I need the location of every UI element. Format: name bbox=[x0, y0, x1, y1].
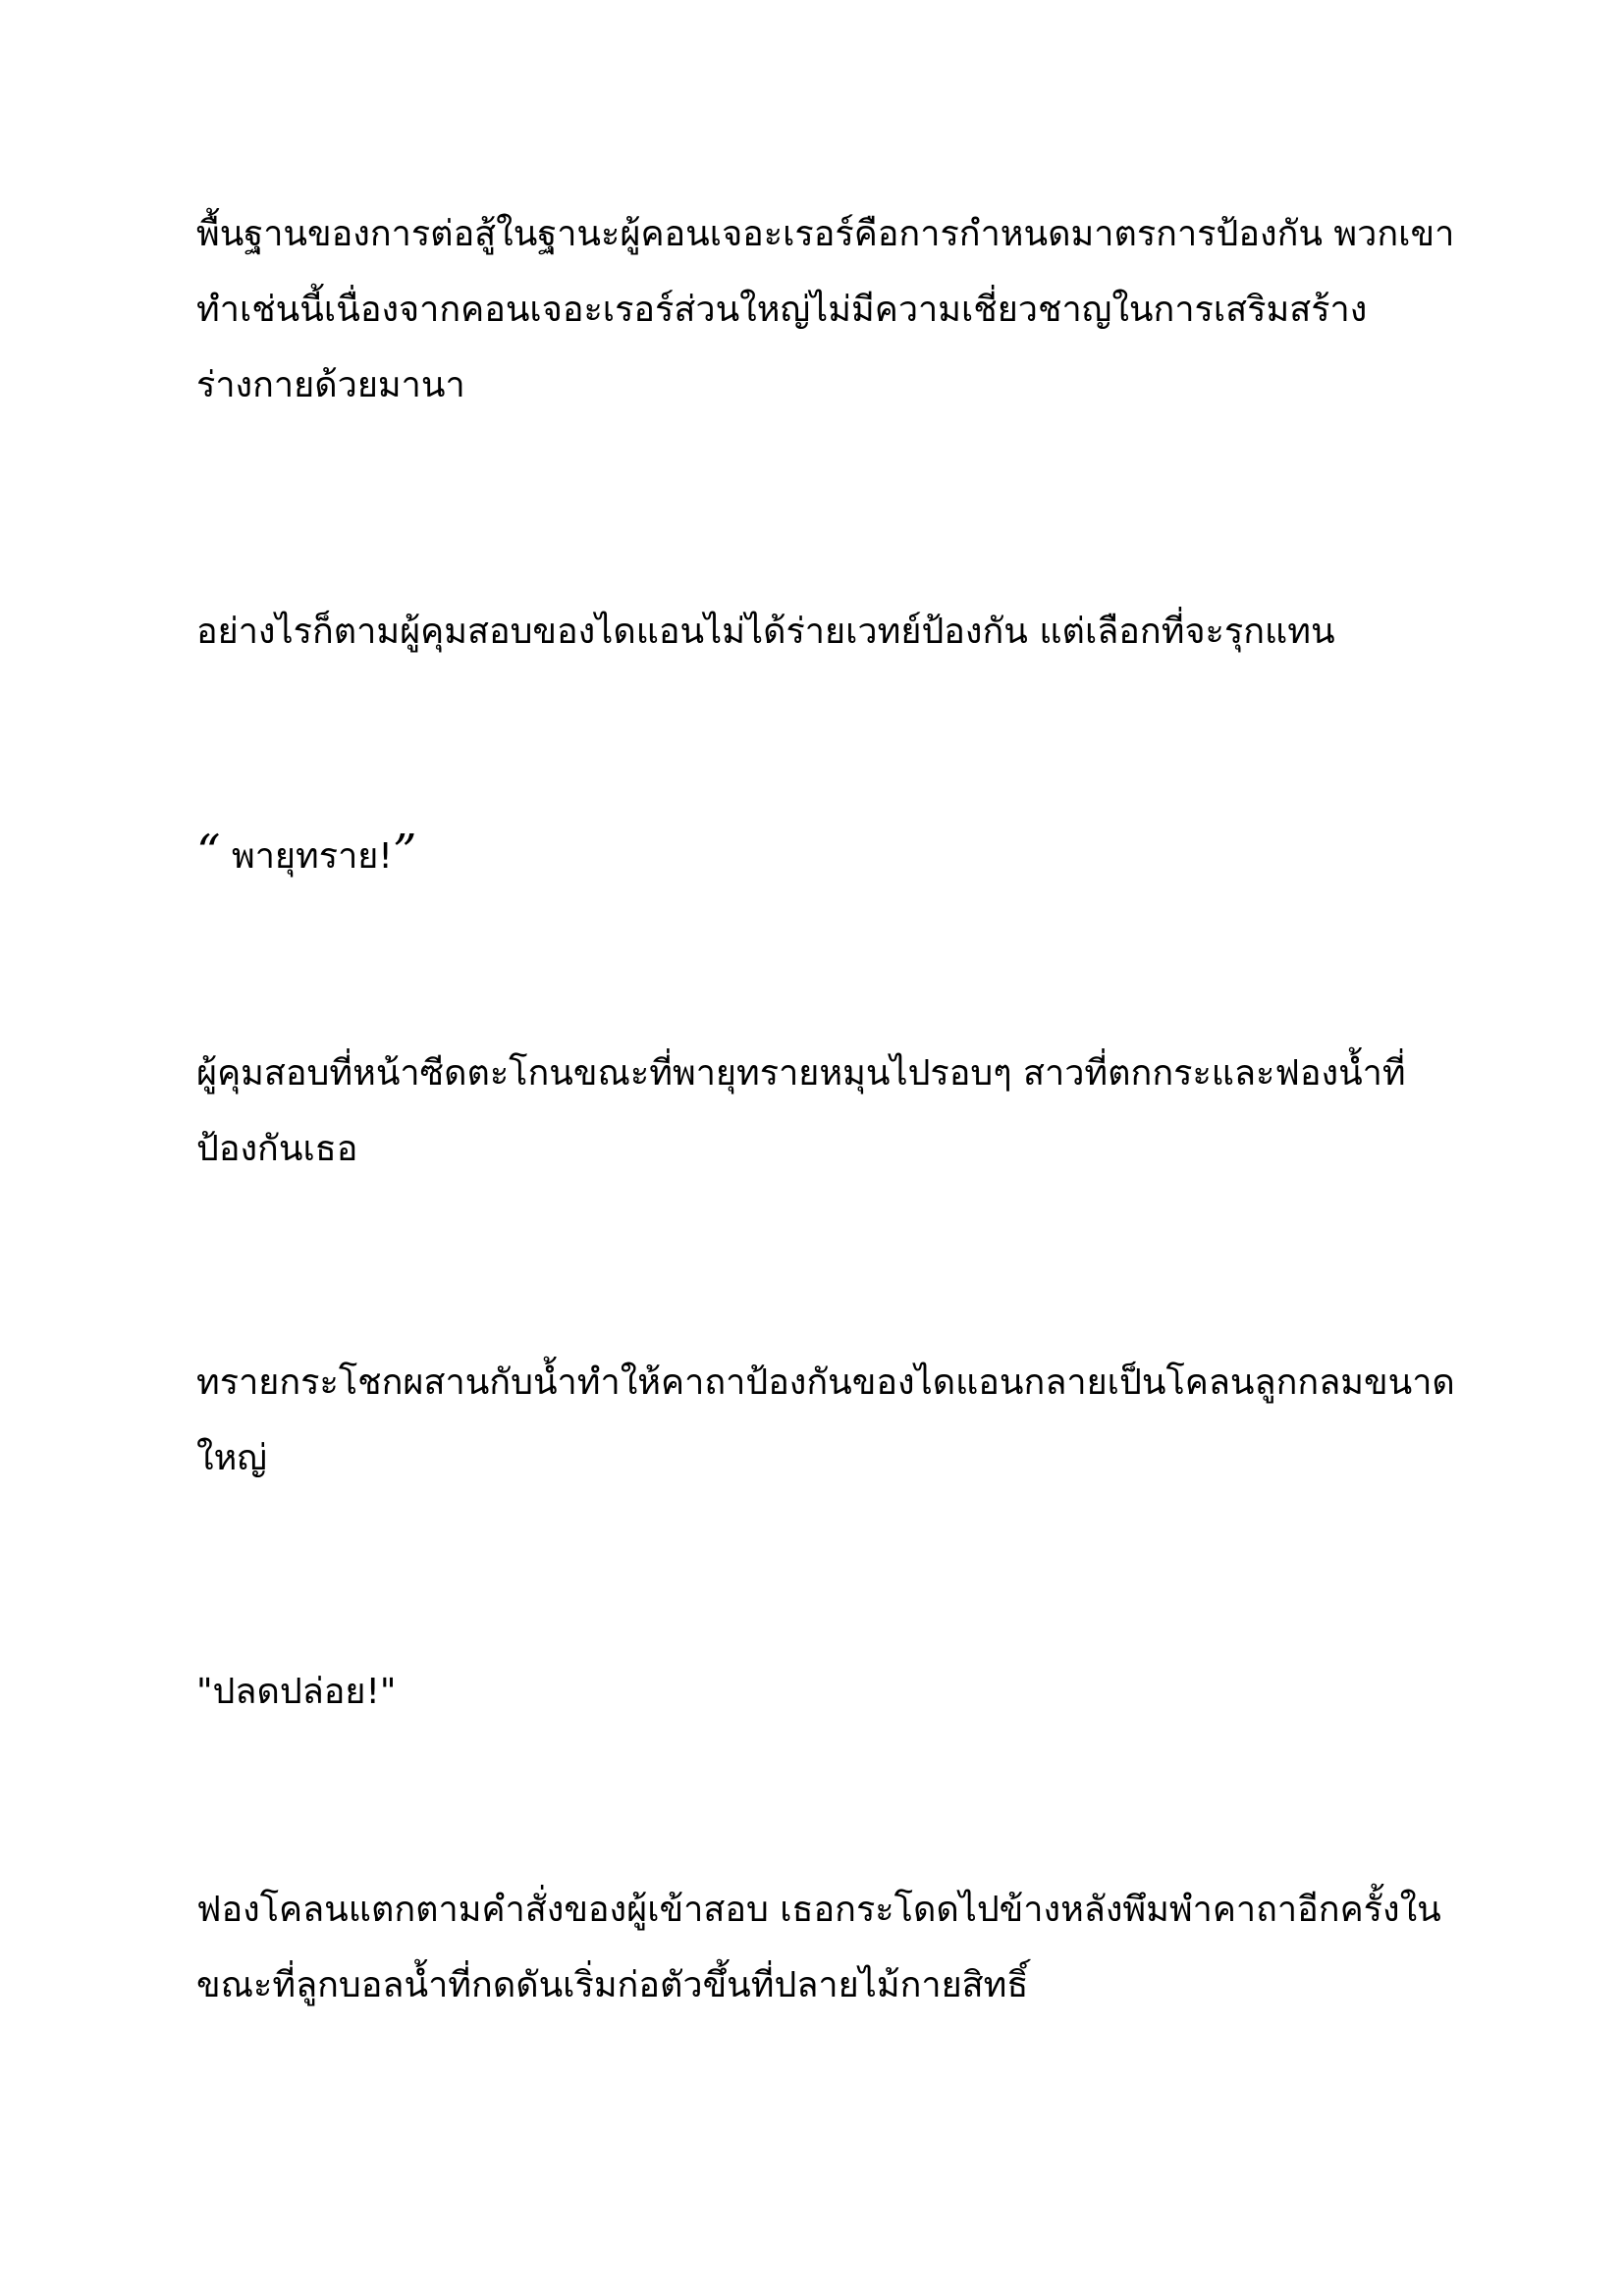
paragraph-5 bbox=[196, 1345, 1453, 1496]
paragraph-1 bbox=[196, 196, 1453, 423]
paragraph-line: ทรายกระโชกผสานกับน้ำทำให้คาถาป้องกันของไดแอนกลายเป็นโคลนลูกกลมขนาด bbox=[196, 1362, 1455, 1403]
paragraph-line: ร่างกายด้วยมานา bbox=[196, 365, 465, 405]
paragraph-line: อย่างไรก็ตามผู้คุมสอบของไดแอนไม่ได้ร่ายเวทย์ป้องกัน แต่เลือกที่จะรุกแทน bbox=[196, 612, 1335, 652]
dialogue-line bbox=[196, 815, 1453, 894]
paragraph-line: พื้นฐานของการต่อสู้ในฐานะผู้คอนเจอะเรอร์คือการกำหนดมาตรการป้องกัน พวกเขา bbox=[196, 214, 1455, 254]
paragraph-3-dialogue bbox=[196, 815, 1453, 894]
paragraph-line: ฟองโคลนแตกตามคำสั่งของผู้เข้าสอบ เธอกระโดดไปข้างหลังพึมพำคาถาอีกครั้งใน bbox=[196, 1890, 1441, 1930]
paragraph-line: ใหญ่ bbox=[196, 1438, 267, 1478]
paragraph-line: ขณะที่ลูกบอลน้ำที่กดดันเริ่มก่อตัวขึ้นที่ปลายไม้กายสิทธิ์ bbox=[196, 1965, 1029, 2005]
paragraph-7 bbox=[196, 1872, 1453, 2023]
paragraph-line: ผู้คุมสอบที่หน้าซีดตะโกนขณะที่พายุทรายหมุนไปรอบๆ สาวที่ตกกระและฟองน้ำที่ bbox=[196, 1053, 1406, 1094]
close-quote-mark: ” bbox=[392, 825, 417, 880]
paragraph-line: ทำเช่นนี้เนื่องจากคอนเจอะเรอร์ส่วนใหญ่ไม่มีความเชี่ยวชาญในการเสริมสร้าง bbox=[196, 290, 1368, 330]
paragraph-4 bbox=[196, 1036, 1453, 1187]
paragraph-2 bbox=[196, 594, 1453, 669]
paragraph-6 bbox=[196, 1654, 1453, 1730]
paragraph-line: "ปลดปล่อย!" bbox=[196, 1672, 397, 1712]
open-quote-mark: “ bbox=[196, 825, 221, 880]
dialogue-text: พายุทราย! bbox=[220, 836, 393, 877]
paragraph-line: ป้องกันเธอ bbox=[196, 1129, 358, 1169]
